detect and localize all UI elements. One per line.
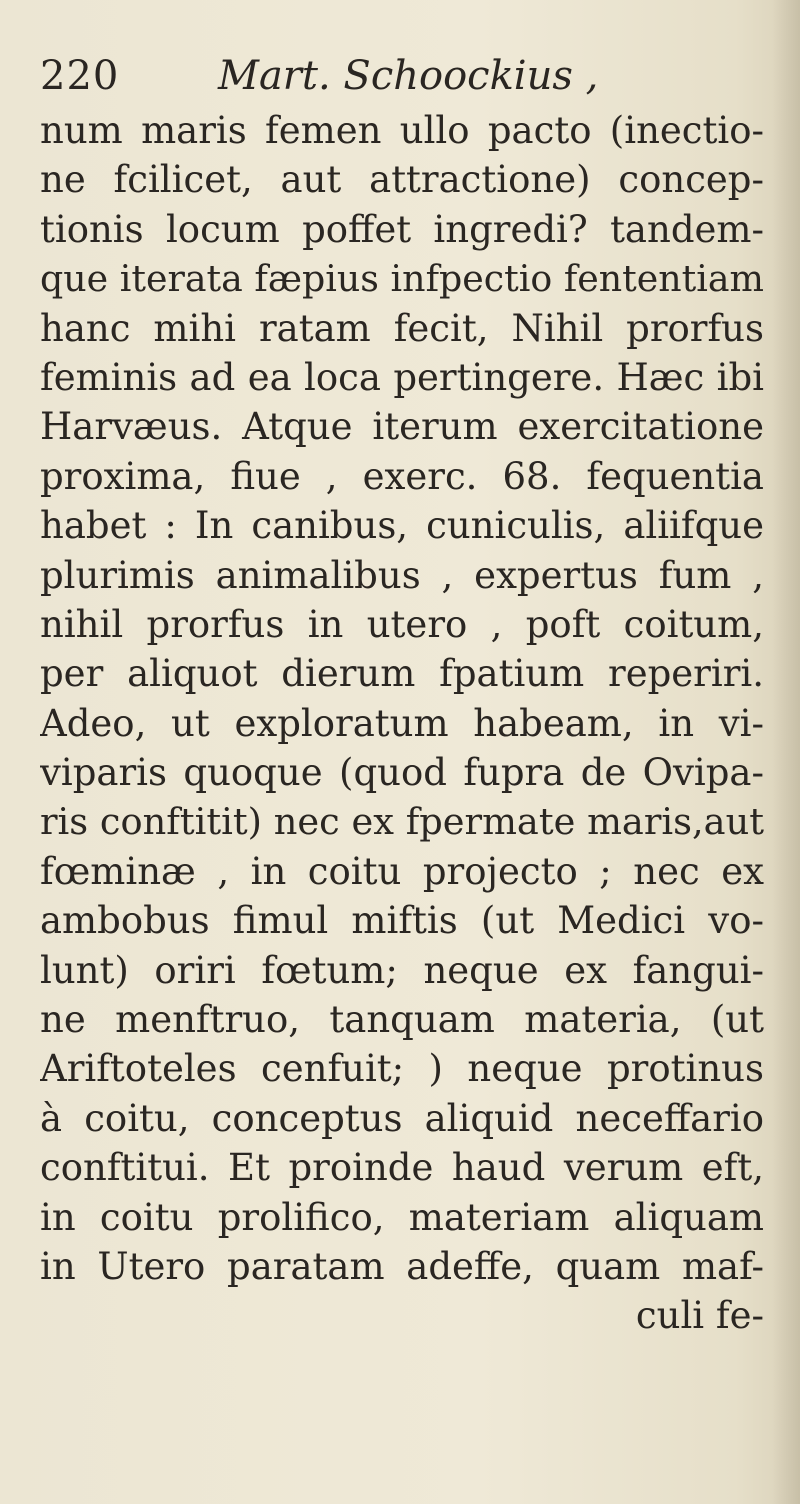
text-line: ne fcilicet, aut attractione) concep- bbox=[40, 158, 764, 202]
text-line: hanc mihi ratam fecit, Nihil prorfus bbox=[40, 306, 764, 350]
page-header bbox=[40, 48, 760, 108]
text-line: in Utero paratam adeffe, quam maf- bbox=[40, 1244, 764, 1288]
text-line: fœminæ , in coitu projecto ; nec ex bbox=[40, 849, 764, 893]
text-line: nihil prorfus in utero , poft coitum, bbox=[40, 602, 764, 646]
text-line: viparis quoque (quod fupra de Ovipa- bbox=[40, 751, 764, 795]
text-line: à coitu, conceptus aliquid neceffario bbox=[40, 1096, 764, 1140]
text-line: habet : In canibus, cuniculis, aliifque bbox=[40, 504, 764, 548]
text-line: per aliquot dierum fpatium reperiri. bbox=[40, 652, 764, 696]
page-number: 220 bbox=[40, 53, 120, 99]
text-line: conftitui. Et proinde haud verum eft, bbox=[40, 1146, 764, 1190]
text-line: num maris femen ullo pacto (inectio- bbox=[40, 109, 764, 152]
text-line: Adeo, ut exploratum habeam, in vi- bbox=[40, 701, 764, 745]
catchword-line: culi fe- bbox=[635, 1294, 764, 1338]
text-line: ne menftruo, tanquam materia, (ut bbox=[40, 998, 764, 1042]
text-line: proxima, fiue , exerc. 68. fequentia bbox=[40, 454, 764, 498]
text-line: lunt) oriri fœtum; neque ex fangui- bbox=[40, 948, 764, 992]
page-gutter-shadow bbox=[772, 0, 800, 1504]
text-line: que iterata fæpius infpectio fententiam bbox=[40, 257, 764, 301]
text-line: ambobus fimul miftis (ut Medici vo- bbox=[40, 899, 764, 943]
text-line: ris conftitit) nec ex fpermate maris,aut bbox=[40, 800, 764, 844]
text-line: in coitu prolifico, materiam aliquam bbox=[40, 1195, 764, 1239]
body-text bbox=[40, 106, 764, 1341]
text-line: tionis locum poffet ingredi? tandem- bbox=[40, 207, 764, 251]
text-line: Harvæus. Atque iterum exercitatione bbox=[40, 405, 764, 449]
text-line: plurimis animalibus , expertus fum , bbox=[40, 553, 764, 597]
text-line: Ariftoteles cenfuit; ) neque protinus bbox=[40, 1047, 764, 1091]
text-line: feminis ad ea loca pertingere. Hæc ibi bbox=[40, 355, 764, 399]
running-head: Mart. Schoockius , bbox=[218, 53, 599, 99]
